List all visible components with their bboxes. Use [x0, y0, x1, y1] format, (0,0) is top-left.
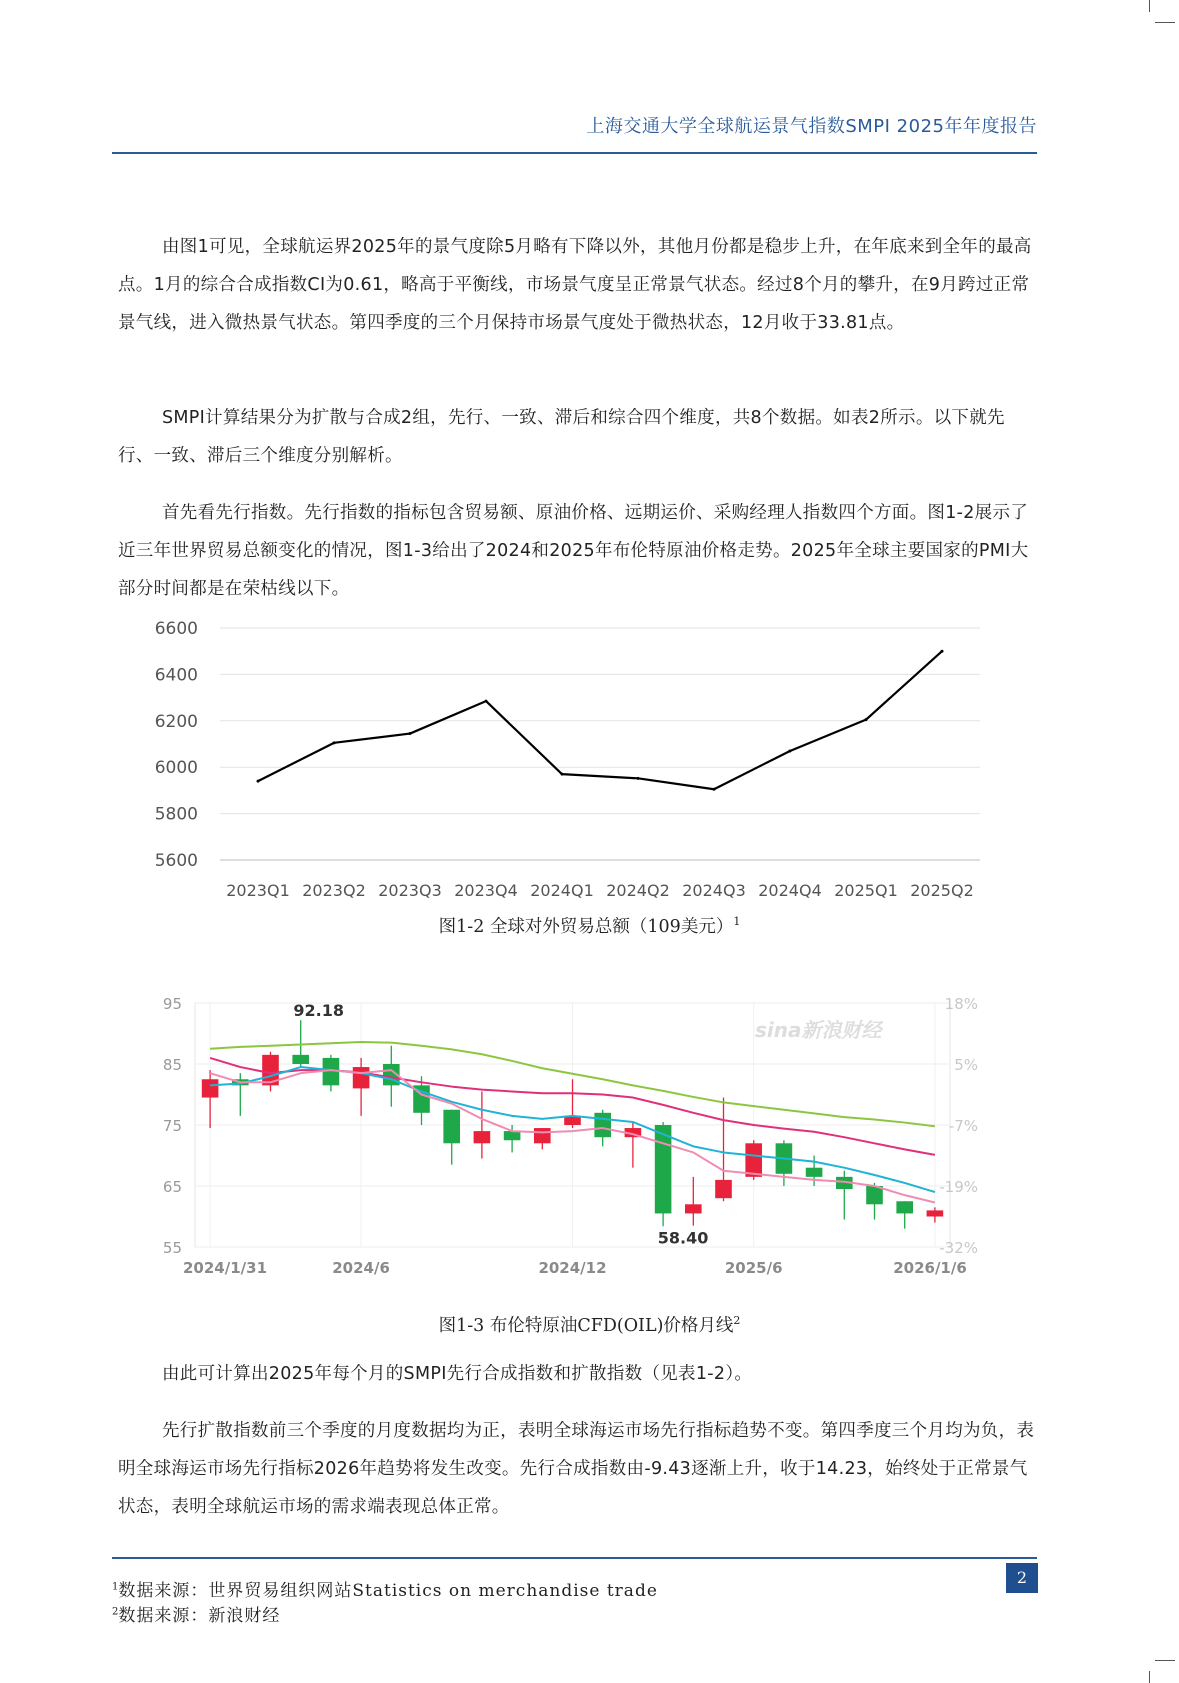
x-tick-label: 2024Q2: [606, 881, 670, 900]
y-tick-label: 6400: [154, 665, 198, 686]
brent-oil-candlestick-chart: [160, 985, 990, 1285]
footnote-ref-2: 2: [733, 1314, 741, 1328]
candle-body: [715, 1180, 732, 1198]
y-tick-label: 65: [162, 1178, 182, 1196]
high-annotation: 92.18: [293, 1001, 345, 1021]
data-point: [789, 749, 792, 752]
candle-body: [655, 1125, 672, 1213]
candle-body: [594, 1113, 611, 1137]
data-point: [561, 773, 564, 776]
x-tick-label: 2025Q1: [834, 881, 898, 900]
crop-mark: [1149, 1671, 1150, 1683]
y-tick-label: 75: [162, 1117, 182, 1135]
footnote-mark: 1: [112, 1581, 119, 1593]
report-header-title: 上海交通大学全球航运景气指数SMPI 2025年年度报告: [586, 116, 1037, 137]
candle-body: [292, 1055, 309, 1064]
x-tick-label: 2023Q3: [378, 881, 442, 900]
paragraph-5: 先行扩散指数前三个季度的月度数据均为正，表明全球海运市场先行指标趋势不变。第四季度三个月均为负，表明全球海运市场先行指标2026年趋势将发生改变。先行合成指数由-9.43逐渐上升，收于14.23，始终处于正常景气状态，表明全球航运市场的需求端表现总体正常。: [118, 1421, 1035, 1517]
x-tick-label: 2024Q1: [530, 881, 594, 900]
y-tick-label: 5800: [154, 804, 198, 825]
x-tick-label: 2024/12: [538, 1259, 607, 1277]
footnote-1: [112, 1576, 658, 1601]
trade-total-line-chart: [154, 610, 985, 908]
data-point: [333, 741, 336, 744]
y-tick-label: 5600: [154, 851, 198, 871]
y-tick-label: 6600: [154, 619, 198, 639]
x-tick-label: 2026/1/6: [893, 1259, 967, 1277]
x-tick-label: 2024Q4: [758, 881, 822, 900]
x-tick-label: 2025Q2: [910, 881, 974, 900]
footer-rule: [112, 1557, 1037, 1559]
candle-body: [353, 1067, 370, 1088]
x-tick-label: 2024/6: [332, 1259, 390, 1277]
figure-1-2-caption-text: 图1-2 全球对外贸易总额（109美元）: [438, 917, 734, 937]
x-tick-label: 2023Q2: [302, 881, 366, 900]
right-tick-label: -32%: [939, 1239, 978, 1257]
figure-1-3-caption-text: 图1-3 布伦特原油CFD(OIL)价格月线: [438, 1316, 734, 1336]
crop-mark: [1155, 1660, 1175, 1661]
x-tick-label: 2024/1/31: [182, 1259, 268, 1277]
candle-body: [474, 1131, 491, 1143]
candle-body: [504, 1131, 521, 1140]
x-tick-label: 2023Q4: [454, 881, 518, 900]
y-tick-label: 85: [162, 1056, 182, 1074]
x-tick-label: 2023Q1: [226, 881, 290, 900]
x-tick-label: 2025/6: [724, 1259, 783, 1277]
y-tick-label: 55: [162, 1239, 182, 1257]
crop-mark: [1155, 22, 1175, 23]
paragraph-4: 由此可计算出2025年每个月的SMPI先行合成指数和扩散指数（见表1-2）。: [162, 1364, 753, 1384]
paragraph-3: 首先看先行指数。先行指数的指标包含贸易额、原油价格、远期运价、采购经理人指数四个方面。图1-2展示了近三年世界贸易总额变化的情况，图1-3给出了2024和2025年布伦特原油价格走势。2025年全球主要国家的PMI大部分时间都是在荣枯线以下。: [118, 503, 1029, 599]
candle-body: [745, 1143, 762, 1177]
brent-oil-chart: [160, 985, 990, 1285]
x-tick-label: 2024Q3: [682, 881, 746, 900]
data-point: [409, 732, 412, 735]
low-annotation: 58.40: [657, 1228, 709, 1248]
footnote-text: 数据来源：世界贸易组织网站Statistics on merchandise trade: [118, 1581, 658, 1601]
figure-1-2-caption: [0, 913, 1179, 938]
sina-watermark: sina新浪财经: [755, 1018, 882, 1042]
page-number: 2: [1006, 1563, 1038, 1593]
right-tick-label: 18%: [944, 995, 978, 1013]
trade-series-line: [258, 651, 942, 789]
paragraph-1: 由图1可见，全球航运界2025年的景气度除5月略有下降以外，其他月份都是稳步上升，在年底来到全年的最高点。1月的综合合成指数CI为0.61，略高于平衡线，市场景气度呈正常景气状态。经过8个月的攀升，在9月跨过正常景气线，进入微热景气状态。第四季度的三个月保持市场景气度处于微热状态，12月收于33.81点。: [118, 237, 1032, 333]
right-tick-label: -19%: [939, 1178, 978, 1196]
footnote-text: 数据来源：新浪财经: [118, 1606, 281, 1626]
header-rule: [112, 152, 1037, 154]
footnote-mark: 2: [112, 1606, 119, 1618]
y-tick-label: 6200: [154, 711, 198, 732]
right-tick-label: -7%: [948, 1117, 978, 1135]
figure-1-3-caption: [0, 1312, 1179, 1337]
trade-total-chart: [154, 610, 985, 908]
data-point: [485, 700, 488, 703]
data-point: [637, 777, 640, 780]
data-point: [257, 780, 260, 783]
candle-body: [534, 1128, 551, 1143]
candle-body: [202, 1079, 219, 1097]
y-tick-label: 6000: [154, 758, 198, 779]
data-point: [941, 650, 944, 653]
candle-body: [806, 1168, 823, 1177]
candle-body: [443, 1110, 460, 1144]
y-tick-label: 95: [162, 995, 182, 1013]
right-tick-label: 5%: [954, 1056, 978, 1074]
footnote-2: [112, 1601, 280, 1626]
candle-body: [896, 1201, 913, 1213]
crop-mark: [1149, 0, 1150, 12]
paragraph-2: SMPI计算结果分为扩散与合成2组，先行、一致、滞后和综合四个维度，共8个数据。如表2所示。以下就先行、一致、滞后三个维度分别解析。: [118, 408, 1005, 466]
candle-body: [927, 1210, 944, 1216]
data-point: [713, 788, 716, 791]
footnote-ref-1: 1: [733, 915, 741, 929]
candle-body: [685, 1204, 702, 1213]
data-point: [865, 718, 868, 721]
